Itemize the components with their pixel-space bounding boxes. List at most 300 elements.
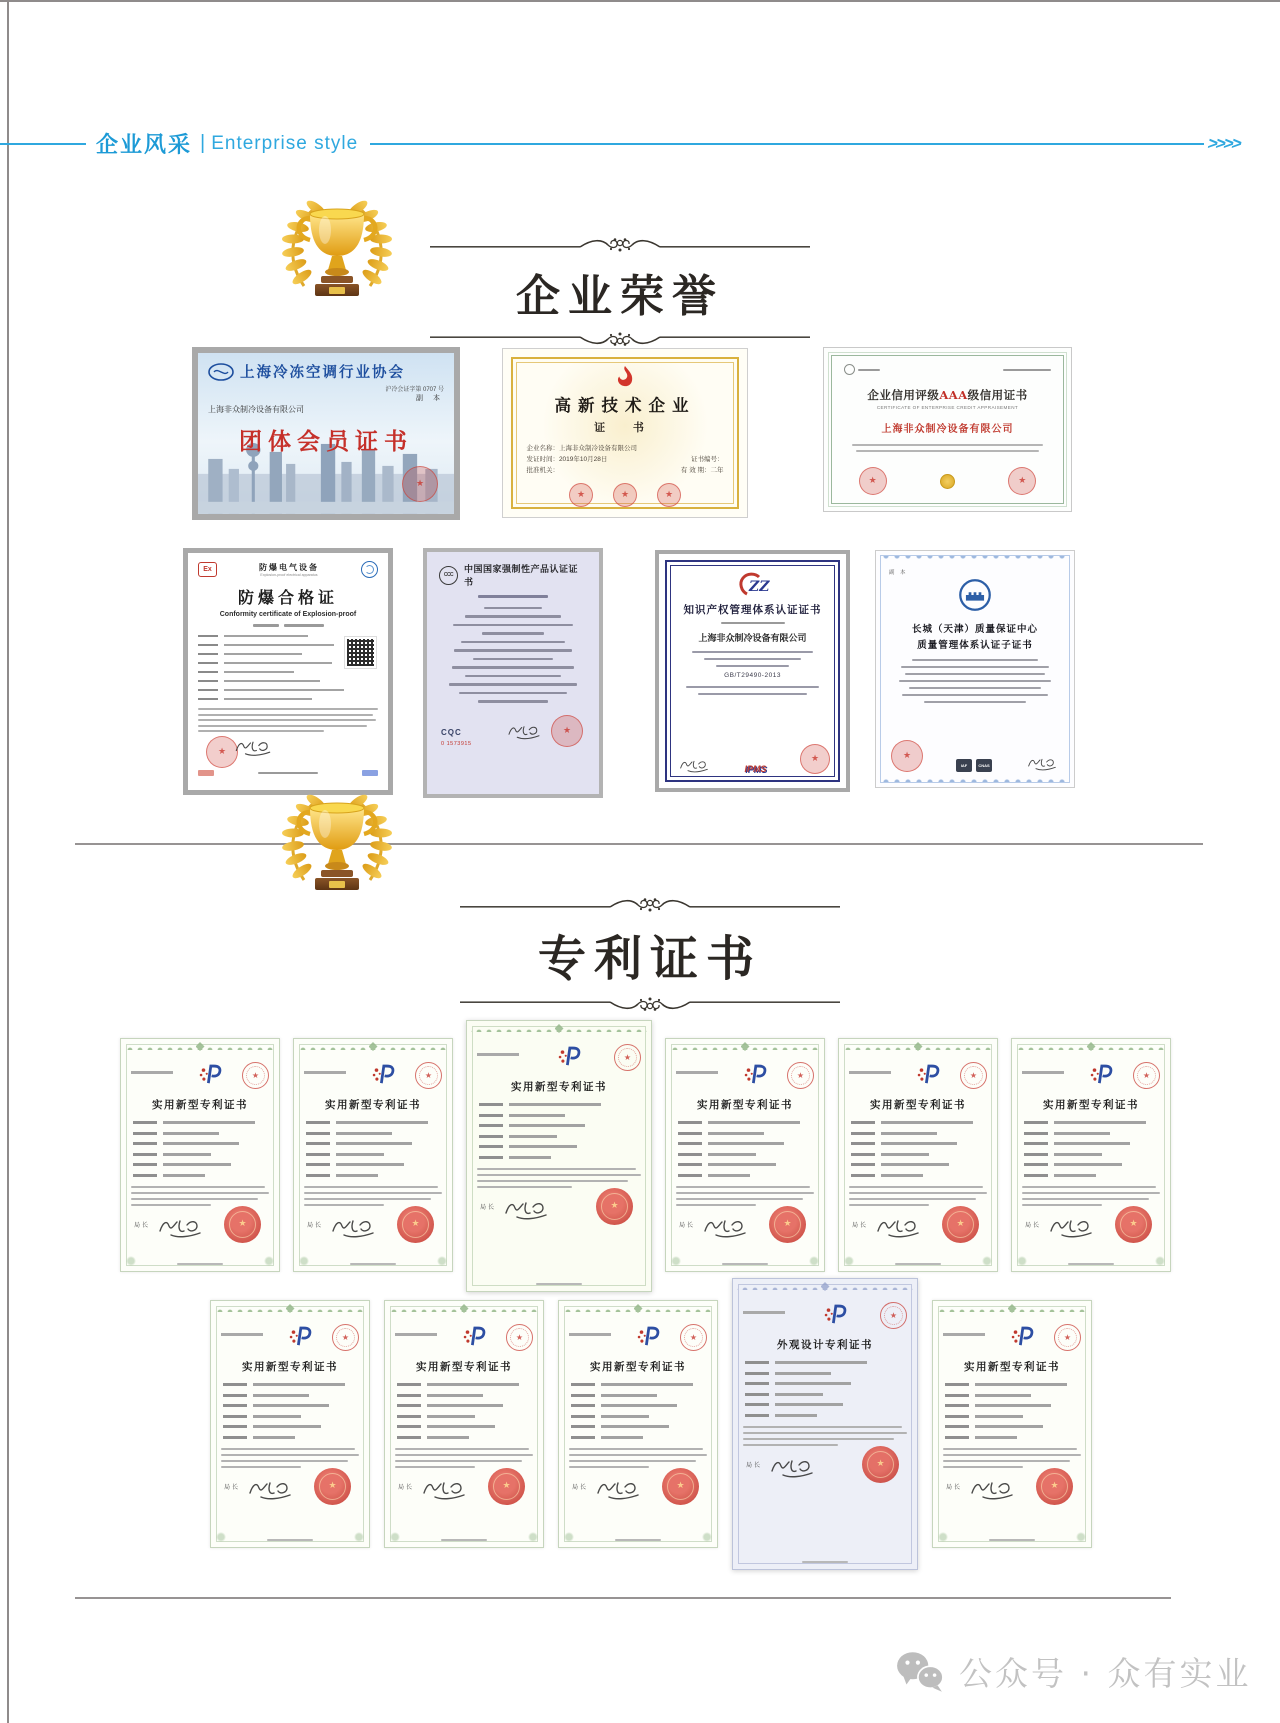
redacted-row — [1024, 1153, 1158, 1156]
red-seal — [800, 744, 830, 774]
redacted-row — [571, 1436, 705, 1439]
redacted-row — [223, 1425, 357, 1428]
page-footer-line — [121, 1263, 279, 1265]
wechat-watermark — [895, 1648, 1251, 1695]
director-signature — [769, 1456, 815, 1480]
patent-certificate — [838, 1038, 998, 1272]
page-footer-line — [1012, 1263, 1170, 1265]
trophy-icon — [262, 782, 412, 912]
certificate-number: 沪冷会证字第 0707 号 — [385, 387, 444, 393]
approver-signature — [677, 758, 711, 774]
honors-section-title — [430, 236, 810, 348]
flourish-ornament — [430, 326, 810, 348]
signature-area — [891, 740, 1059, 772]
redacted-row — [479, 1156, 639, 1159]
red-round-seal — [880, 1302, 907, 1329]
honor-certificate-greatwall-quality — [875, 550, 1075, 788]
certificate-title: 防爆合格证 — [237, 588, 338, 607]
redacted-paragraph — [743, 1426, 907, 1446]
red-seal — [613, 483, 637, 507]
redacted-row — [571, 1425, 705, 1428]
redacted-field-rows — [304, 1121, 442, 1177]
garland-border — [389, 1304, 539, 1312]
patent-certificate — [932, 1300, 1092, 1548]
patent-header — [569, 1324, 707, 1354]
director-label: 局长 — [852, 1222, 869, 1229]
page-footer-line — [666, 1263, 824, 1265]
flourish-ornament — [430, 236, 810, 258]
patent-title: 实用新型专利证书 — [242, 1361, 338, 1373]
garland-border — [1016, 1042, 1166, 1050]
redacted-row — [745, 1361, 905, 1364]
certificate-number-line — [849, 1071, 891, 1074]
qr-code — [345, 637, 376, 668]
patent-certificate — [210, 1300, 370, 1548]
field-validity: 有 效 期：二年 — [680, 466, 724, 474]
redacted-field-rows — [1022, 1121, 1160, 1177]
garland-border — [298, 1042, 448, 1050]
certificate-number-line — [304, 1071, 346, 1074]
redacted-row — [745, 1382, 905, 1385]
page-footer-line — [467, 1283, 651, 1285]
red-seal — [569, 483, 593, 507]
director-label: 局长 — [946, 1484, 963, 1491]
signature-area — [676, 1214, 814, 1250]
ccc-logo: CCC — [439, 566, 458, 585]
redacted-row — [1024, 1132, 1158, 1135]
redacted-paragraph — [395, 1448, 533, 1468]
redacted-row — [945, 1436, 1079, 1439]
company-name: 上海非众制冷设备有限公司 — [881, 424, 1014, 435]
honor-certificate-credit-aaa — [823, 347, 1072, 512]
redacted-row — [945, 1425, 1079, 1428]
director-signature — [247, 1478, 293, 1502]
patent-title: 实用新型专利证书 — [1043, 1099, 1139, 1111]
redacted-paragraph — [304, 1186, 442, 1206]
certificate-title: 质量管理体系认证子证书 — [917, 640, 1033, 651]
patent-header — [676, 1062, 814, 1092]
patent-certificate — [466, 1020, 652, 1292]
seal-row — [569, 483, 681, 507]
patent-certificate — [120, 1038, 280, 1272]
field-number: 证书编号： — [691, 455, 724, 463]
director-label: 局长 — [572, 1484, 589, 1491]
red-round-seal — [1133, 1062, 1160, 1089]
patent-title: 实用新型专利证书 — [590, 1361, 686, 1373]
redacted-row — [397, 1436, 531, 1439]
director-label: 局长 — [134, 1222, 151, 1229]
director-signature — [503, 1198, 549, 1222]
redacted-row — [678, 1153, 812, 1156]
red-seal — [402, 466, 438, 502]
redacted-row — [306, 1153, 440, 1156]
red-round-seal — [960, 1062, 987, 1089]
certificate-number-line — [569, 1333, 611, 1336]
certificate-body — [198, 353, 454, 514]
patent-header — [849, 1062, 987, 1092]
certificate-number-line — [1022, 1071, 1064, 1074]
header-center — [259, 562, 319, 577]
accreditation-badges — [956, 759, 992, 772]
signature-area — [439, 711, 587, 749]
page-border-top — [0, 0, 1280, 2]
redacted-paragraph — [943, 1448, 1081, 1468]
certificate-title: 知识产权管理体系认证证书 — [683, 604, 822, 616]
patent-header — [131, 1062, 269, 1092]
redacted-row — [306, 1174, 440, 1177]
redacted-row — [851, 1121, 985, 1124]
cnipa-patent-logo — [287, 1324, 313, 1350]
patent-certificate — [665, 1038, 825, 1272]
director-label: 局长 — [224, 1484, 241, 1491]
certificate-number-line — [676, 1071, 718, 1074]
association-logo — [208, 363, 234, 381]
redacted-paragraph — [477, 1168, 641, 1188]
red-logo-chip — [198, 770, 214, 776]
national-emblem-seal — [397, 1206, 434, 1243]
garland-border — [125, 1042, 275, 1050]
cnas-badge: CNAS — [976, 759, 992, 772]
redacted-row — [133, 1153, 267, 1156]
wechat-icon — [895, 1650, 945, 1694]
red-round-seal — [506, 1324, 533, 1351]
page-footer-line — [559, 1539, 717, 1541]
garland-border — [843, 1042, 993, 1050]
certificate-number-line — [395, 1333, 437, 1336]
redacted-row — [851, 1163, 985, 1166]
page-footer-line — [211, 1539, 369, 1541]
redacted-paragraph — [844, 444, 1051, 452]
patent-row-2 — [210, 1300, 1092, 1570]
cnipa-patent-logo — [742, 1062, 768, 1088]
red-seal — [891, 740, 923, 772]
redacted-field-rows — [676, 1121, 814, 1177]
association-name: 上海冷冻空调行业协会 — [240, 364, 405, 381]
redacted-paragraph — [1022, 1186, 1160, 1206]
redacted-row — [945, 1394, 1079, 1397]
redacted-row — [223, 1404, 357, 1407]
redacted-row — [678, 1121, 812, 1124]
red-round-seal — [1054, 1324, 1081, 1351]
patent-header — [477, 1044, 641, 1074]
cnipa-patent-logo — [461, 1324, 487, 1350]
redacted-field-rows — [569, 1383, 707, 1439]
company-name: 上海非众制冷设备有限公司 — [208, 405, 304, 414]
blue-logo-chip — [362, 770, 378, 776]
patent-title: 实用新型专利证书 — [870, 1099, 966, 1111]
greatwall-logo — [958, 578, 992, 612]
cnipa-patent-logo — [915, 1062, 941, 1088]
header-en: Explosion-proof electrical apparatus — [260, 573, 318, 577]
certificate-title: 团体会员证书 — [239, 428, 413, 455]
patents-title-text: 专利证书 — [537, 931, 762, 987]
certificate-title — [844, 387, 1051, 403]
cnipa-patent-logo — [822, 1302, 848, 1328]
grade-aaa: AAA — [939, 388, 968, 402]
patent-row-1 — [120, 1038, 1171, 1292]
patent-certificate — [293, 1038, 453, 1272]
signature-area — [304, 1214, 442, 1250]
logo-row — [844, 364, 1051, 375]
certificate-body — [831, 355, 1064, 504]
header-zh: 防爆电气设备 — [259, 563, 319, 572]
chevron-arrows-icon: >>>> — [1206, 133, 1243, 153]
page-header — [0, 128, 1243, 159]
gold-frame — [511, 357, 739, 509]
director-signature — [1048, 1216, 1094, 1240]
redacted-row — [678, 1174, 812, 1177]
certification-body-logo — [361, 561, 378, 578]
director-signature — [875, 1216, 921, 1240]
director-signature — [157, 1216, 203, 1240]
page-border-left — [7, 0, 9, 1723]
standard-number: GB/T29490-2013 — [724, 672, 781, 679]
redacted-lines — [677, 651, 828, 667]
director-label: 局长 — [1025, 1222, 1042, 1229]
cnipa-patent-logo — [1009, 1324, 1035, 1350]
redacted-row — [745, 1403, 905, 1406]
title-prefix: 企业信用评级 — [867, 388, 940, 402]
patent-header — [395, 1324, 533, 1354]
trophy-icon — [262, 188, 412, 318]
redacted-lines — [898, 659, 1053, 703]
patent-title: 实用新型专利证书 — [152, 1099, 248, 1111]
iaf-badge: IAF — [956, 759, 972, 772]
redacted-paragraph — [569, 1448, 707, 1468]
approver-signature — [1025, 756, 1059, 772]
garland-border — [215, 1304, 365, 1312]
certificate-title-en: CERTIFICATE OF ENTERPRISE CREDIT APPRAISEMENT — [876, 405, 1019, 410]
redacted-row — [397, 1404, 531, 1407]
certificate-number-line — [439, 595, 587, 598]
certificate-number-line — [131, 1071, 173, 1074]
patent-header — [1022, 1062, 1160, 1092]
cnipa-patent-logo — [1088, 1062, 1114, 1088]
certificate-number-line — [198, 624, 378, 627]
red-round-seal — [415, 1062, 442, 1089]
certificate-title: 中国国家强制性产品认证证书 — [464, 564, 579, 587]
redacted-row — [571, 1404, 705, 1407]
redacted-row — [479, 1135, 639, 1138]
national-emblem-seal — [769, 1206, 806, 1243]
title-suffix: 级信用证书 — [967, 388, 1028, 402]
director-signature — [969, 1478, 1015, 1502]
signature-area — [221, 1476, 359, 1512]
footer-divider — [75, 1597, 1171, 1599]
signature-area — [198, 738, 378, 768]
page-footer-line — [733, 1561, 917, 1563]
redacted-field-rows — [477, 1103, 641, 1159]
header-title-en: Enterprise style — [211, 132, 359, 154]
redacted-row — [479, 1145, 639, 1148]
certificate-number-line — [721, 622, 785, 624]
copy-label: 副 本 — [889, 570, 908, 576]
flourish-ornament — [460, 991, 840, 1013]
certificate-subtitle: 证 书 — [594, 420, 656, 434]
redacted-row — [571, 1383, 705, 1386]
patent-certificate — [732, 1278, 918, 1570]
patent-title: 实用新型专利证书 — [416, 1361, 512, 1373]
page-footer-line — [839, 1263, 997, 1265]
patents-section-title — [460, 896, 840, 1013]
redacted-row — [306, 1132, 440, 1135]
director-label: 局长 — [307, 1222, 324, 1229]
patent-certificate — [384, 1300, 544, 1548]
header-title-zh: 企业风采 — [96, 132, 193, 157]
national-emblem-seal — [1115, 1206, 1152, 1243]
redacted-row — [133, 1163, 267, 1166]
certificate-org-row — [208, 361, 444, 382]
redacted-row — [397, 1425, 531, 1428]
certificate-number-line — [743, 1311, 785, 1314]
cqc-logo: CQC — [441, 727, 462, 737]
redacted-row — [223, 1394, 357, 1397]
redacted-row — [945, 1415, 1079, 1418]
garland-border — [563, 1304, 713, 1312]
redacted-row — [851, 1132, 985, 1135]
signature-area — [395, 1476, 533, 1512]
patent-title: 外观设计专利证书 — [777, 1339, 873, 1351]
patent-header — [221, 1324, 359, 1354]
redacted-row — [133, 1142, 267, 1145]
redacted-row — [306, 1121, 440, 1124]
red-round-seal — [332, 1324, 359, 1351]
red-seal — [859, 467, 887, 495]
patent-title: 实用新型专利证书 — [325, 1099, 421, 1111]
signature-area — [743, 1454, 907, 1490]
redacted-field-rows — [221, 1383, 359, 1439]
patent-title: 实用新型专利证书 — [964, 1361, 1060, 1373]
redacted-row — [397, 1394, 531, 1397]
signature-area — [569, 1476, 707, 1512]
page-footer-line — [385, 1539, 543, 1541]
company-name: 上海非众制冷设备有限公司 — [698, 633, 807, 643]
honor-certificate-explosion-proof — [183, 548, 393, 795]
director-label: 局长 — [679, 1222, 696, 1229]
national-emblem-seal — [942, 1206, 979, 1243]
redacted-row — [678, 1142, 812, 1145]
red-seal — [551, 715, 583, 747]
redacted-row — [851, 1174, 985, 1177]
red-round-seal — [787, 1062, 814, 1089]
honor-certificate-ip-management — [655, 550, 850, 792]
header-rule-left — [0, 143, 86, 145]
redacted-row — [479, 1114, 639, 1117]
redacted-row — [745, 1414, 905, 1417]
signature-area — [477, 1196, 641, 1232]
approver-signature — [505, 723, 543, 741]
cnipa-patent-logo — [370, 1062, 396, 1088]
patent-header — [943, 1324, 1081, 1354]
patent-header — [743, 1302, 907, 1332]
header-rule-right — [370, 143, 1204, 145]
signature-area — [849, 1214, 987, 1250]
redacted-row — [223, 1383, 357, 1386]
certificate-header — [198, 561, 378, 578]
national-emblem-seal — [596, 1188, 633, 1225]
national-emblem-seal — [314, 1468, 351, 1505]
scallop-border-top — [881, 556, 1069, 565]
certificate-number-line — [221, 1333, 263, 1336]
patent-title: 实用新型专利证书 — [697, 1099, 793, 1111]
redacted-row — [133, 1121, 267, 1124]
redacted-row — [133, 1174, 267, 1177]
redacted-row — [1024, 1174, 1158, 1177]
page-footer-line — [933, 1539, 1091, 1541]
red-seal — [1008, 467, 1036, 495]
gold-medal-icon — [940, 474, 955, 489]
flame-logo — [614, 365, 636, 390]
director-label: 局长 — [746, 1462, 763, 1469]
redacted-row — [945, 1404, 1079, 1407]
director-signature — [330, 1216, 376, 1240]
signature-area — [131, 1214, 269, 1250]
honor-certificate-hightech-enterprise — [502, 348, 748, 518]
red-round-seal — [680, 1324, 707, 1351]
certificate-fields — [198, 635, 378, 701]
patent-header — [304, 1062, 442, 1092]
signature-area — [943, 1476, 1081, 1512]
redacted-notes — [198, 708, 378, 732]
redacted-row — [397, 1383, 531, 1386]
scallop-border-bottom — [881, 773, 1069, 782]
red-round-seal — [614, 1044, 641, 1071]
redacted-row — [223, 1436, 357, 1439]
red-round-seal — [242, 1062, 269, 1089]
redacted-row — [851, 1153, 985, 1156]
issuer-name: 长城（天津）质量保证中心 — [911, 624, 1038, 635]
redacted-row — [1024, 1163, 1158, 1166]
redacted-row — [1024, 1142, 1158, 1145]
national-emblem-seal — [488, 1468, 525, 1505]
footer-logos — [198, 770, 378, 776]
garland-border — [737, 1282, 913, 1290]
garland-border — [670, 1042, 820, 1050]
director-label: 局长 — [398, 1484, 415, 1491]
issuer-logo — [844, 364, 880, 375]
redacted-row — [745, 1372, 905, 1375]
garland-border — [471, 1024, 647, 1032]
certificate-body — [665, 560, 840, 782]
redacted-row — [571, 1415, 705, 1418]
director-signature — [421, 1478, 467, 1502]
cnipa-patent-logo — [556, 1044, 582, 1070]
seal-row — [832, 467, 1063, 495]
national-emblem-seal — [224, 1206, 261, 1243]
copy-label: 副 本 — [416, 395, 444, 402]
signature-area — [677, 744, 830, 774]
redacted-row — [397, 1415, 531, 1418]
certificate-number-line — [943, 1333, 985, 1336]
redacted-row — [306, 1142, 440, 1145]
redacted-row — [851, 1142, 985, 1145]
redacted-lines — [677, 686, 828, 695]
national-emblem-seal — [662, 1468, 699, 1505]
ipms-logo: IPMS — [744, 764, 767, 774]
serial-number-line — [1003, 369, 1051, 371]
red-seal — [657, 483, 681, 507]
field-date: 发证时间：2019年10月28日 — [526, 455, 608, 463]
redacted-row — [945, 1383, 1079, 1386]
redacted-paragraph — [676, 1186, 814, 1206]
field-authority: 批准机关： — [526, 466, 559, 474]
certificate-body — [880, 555, 1070, 783]
red-serial-number: 0 1573915 — [441, 740, 472, 747]
czz-logo — [735, 572, 771, 598]
certificate-number-line — [477, 1053, 519, 1056]
redacted-row — [678, 1132, 812, 1135]
certificate-fields — [526, 443, 723, 476]
